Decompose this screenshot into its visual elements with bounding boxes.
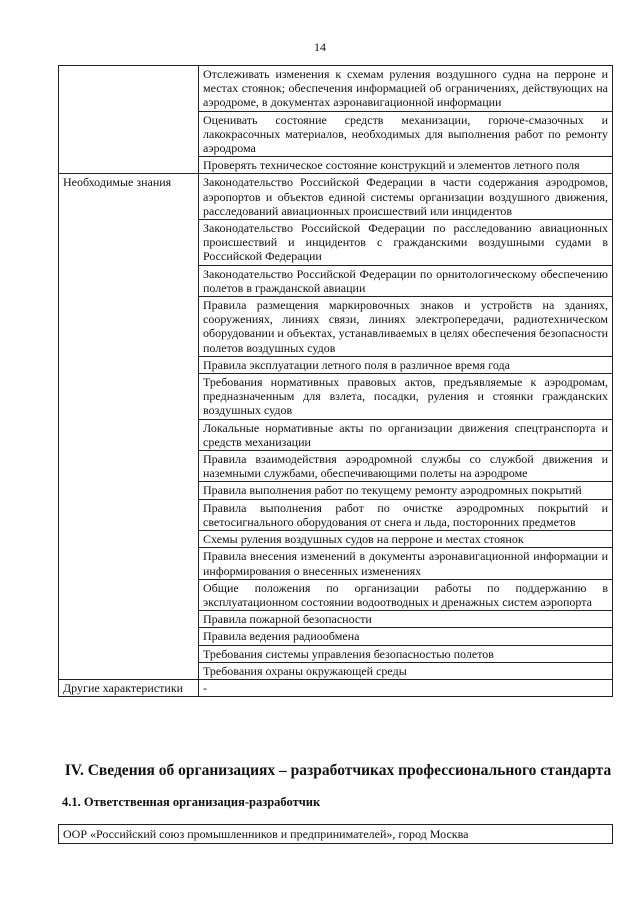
table-cell-text: Требования охраны окружающей среды [199,662,613,679]
table-cell-text: Законодательство Российской Федерации в части содержания аэродромов, аэропортов и объектов единой системы организации воздушного движения, расследований авиационных происшествий или инцидентов [199,174,613,220]
organization-box [58,824,613,844]
table-cell-text: Требования системы управления безопасностью полетов [199,645,613,662]
table-cell-text: Законодательство Российской Федерации по расследованию авиационных происшествий и инцидентов с гражданскими воздушными судами в Российской Федерации [199,220,613,266]
section-heading: IV. Сведения об организациях – разработчиках профессионального стандарта [64,762,612,779]
table-cell-text: Правила выполнения работ по текущему ремонту аэродромных покрытий [199,482,613,499]
table-cell-text: Проверять техническое состояние конструкций и элементов летного поля [199,157,613,174]
table-cell-text: Правила пожарной безопасности [199,611,613,628]
table-cell-text: Правила внесения изменений в документы аэронавигационной информации и информирования о внесенных изменениях [199,548,613,579]
table-cell-text: Общие положения по организации работы по поддержанию в эксплуатационном состоянии водоотводных и дренажных систем аэропорта [199,579,613,610]
table-cell-text: Правила размещения маркировочных знаков и устройств на зданиях, сооружениях, линиях связи, линиях электропередачи, радиотехническом оборудовании и объектах, устанавливаемых в целях обеспечения безопасности полетов воздушных судов [199,297,613,357]
standard-table [58,65,613,697]
table-cell-text: - [199,679,613,696]
table-cell-text: Оценивать состояние средств механизации, горюче-смазочных и лакокрасочных материалов, необходимых для выполнения работ по ремонту аэродрома [199,111,613,157]
table-cell-text: Требования нормативных правовых актов, предъявляемые к аэродромам, предназначенным для взлета, посадки, руления и стоянки гражданских воздушных судов [199,374,613,420]
table-body [59,66,613,697]
table-cell-text: Правила выполнения работ по очистке аэродромных покрытий и светосигнального оборудования от снега и льда, посторонних предметов [199,499,613,530]
table-cell-text: Локальные нормативные акты по организации движения спецтранспорта и средств механизации [199,419,613,450]
row-label: Другие характеристики [59,679,199,696]
subheading: 4.1. Ответственная организация-разработчик [62,795,321,809]
organization-name: ООР «Российский союз промышленников и предпринимателей», город Москва [63,827,469,841]
row-label [59,66,199,174]
table-cell-text: Законодательство Российской Федерации по орнитологическому обеспечению полетов в гражданской авиации [199,265,613,296]
row-label: Необходимые знания [59,174,199,680]
table-cell-text: Отслеживать изменения к схемам руления воздушного судна на перроне и местах стоянок; обеспечения информацией об ограничениях, действующих на аэродроме, в документах аэронавигационной информации [199,66,613,112]
table-cell-text: Правила эксплуатации летного поля в различное время года [199,356,613,373]
table-row [59,174,613,220]
table-row [59,679,613,696]
table-cell-text: Правила ведения радиообмена [199,628,613,645]
table-row [59,66,613,112]
table-cell-text: Схемы руления воздушных судов на перроне и местах стоянок [199,531,613,548]
table-cell-text: Правила взаимодействия аэродромной службы со службой движения и наземными службами, обеспечивающими полеты на аэродроме [199,451,613,482]
page-number: 14 [314,40,326,54]
